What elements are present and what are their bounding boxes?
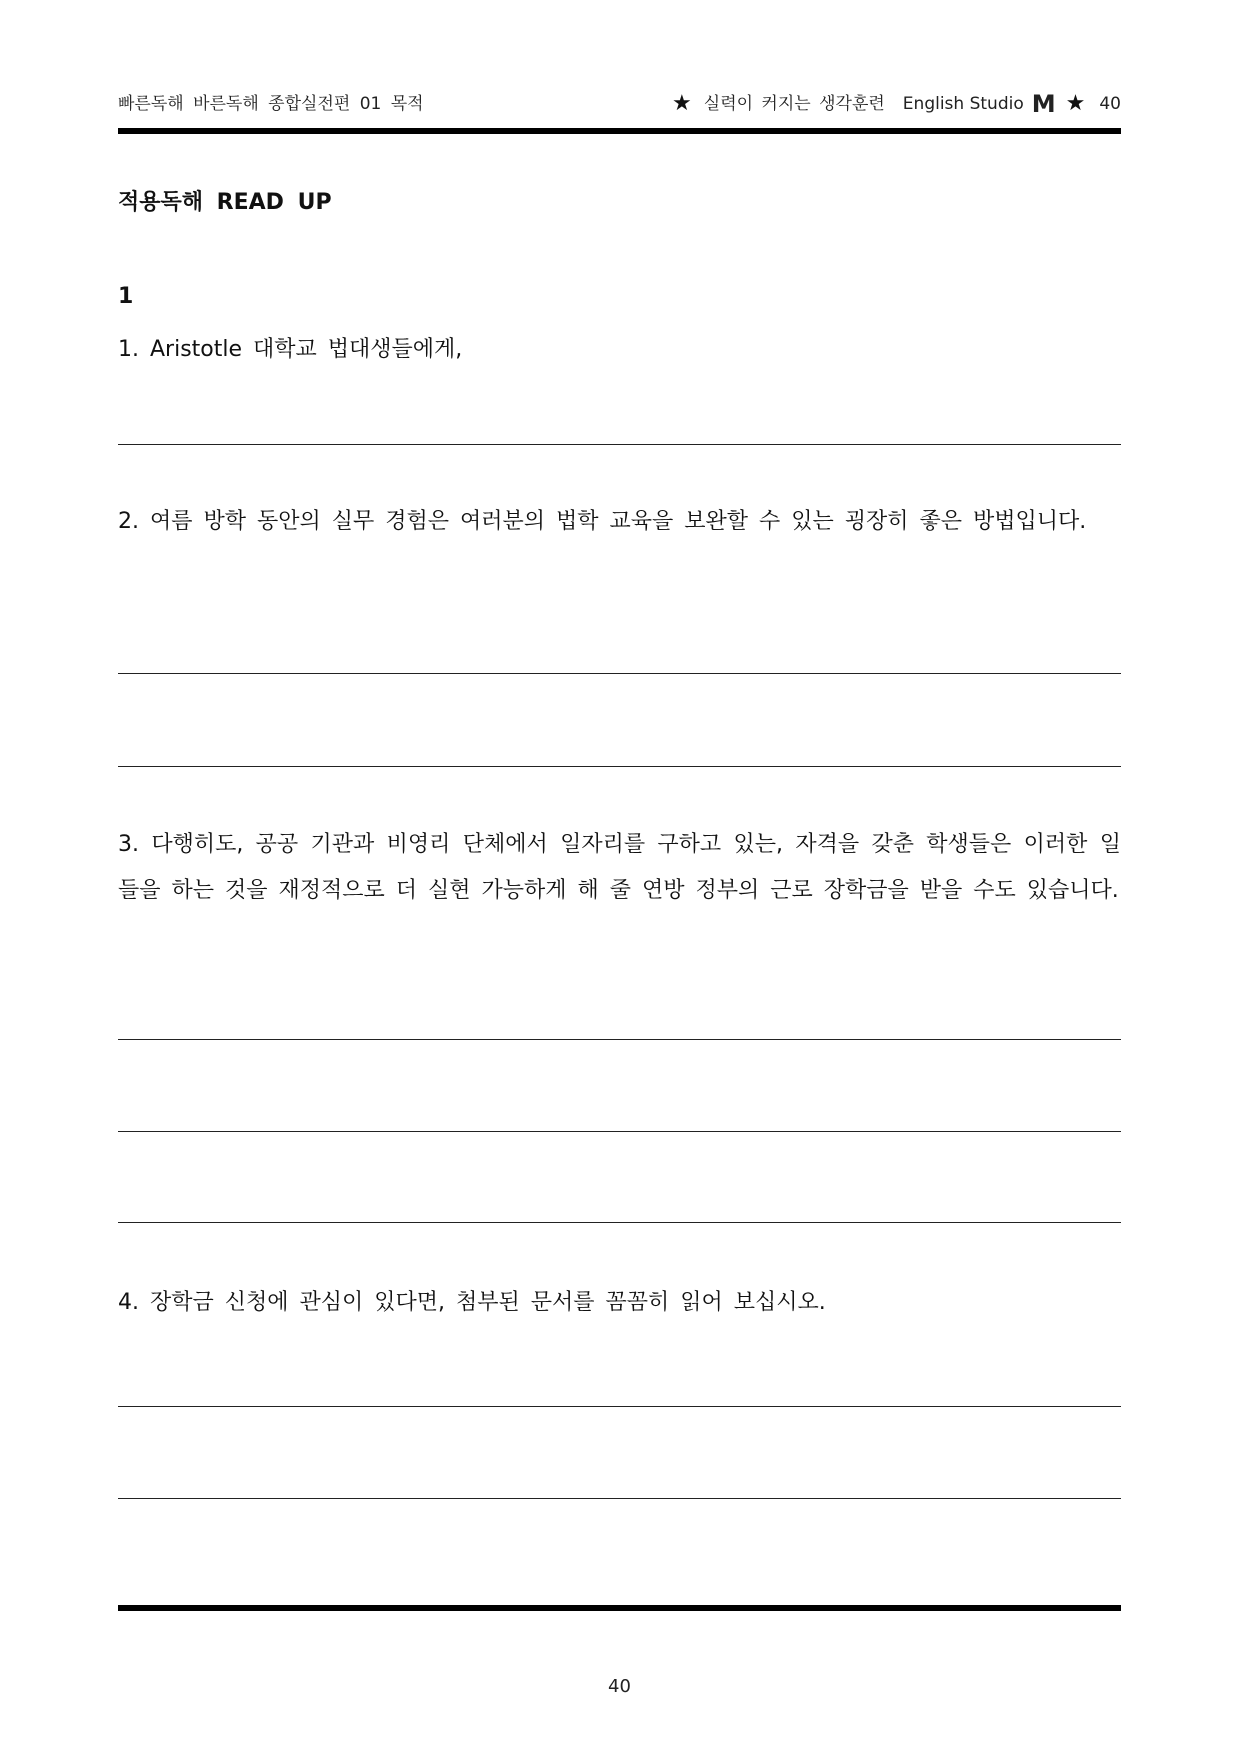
answer-line[interactable] [118, 444, 1121, 445]
answer-line[interactable] [118, 1039, 1121, 1040]
header-page-number: 40 [1099, 94, 1121, 114]
header-slogan: 실력이 커지는 생각훈련 [703, 94, 885, 114]
answer-line[interactable] [118, 1222, 1121, 1223]
sentence-item-1: 1. Aristotle 대학교 법대생들에게, [118, 337, 463, 362]
answer-line[interactable] [118, 673, 1121, 674]
answer-line[interactable] [118, 1406, 1121, 1407]
sentence-item-3: 3. 다행히도, 공공 기관과 비영리 단체에서 일자리를 구하고 있는, 자격을 갖춘 학생들은 이러한 일들을 하는 것을 재정적으로 더 실현 가능하게 해 줄 연방 정부의 근로 장학금을 받을 수도 있습니다. [118, 832, 1121, 903]
header-brand [666, 92, 1121, 116]
sentence-item-2: 2. 여름 방학 동안의 실무 경험은 여러분의 법학 교육을 보완할 수 있는 굉장히 좋은 방법입니다. [118, 509, 1087, 534]
star-icon: ★ [1065, 91, 1086, 116]
star-icon: ★ [672, 91, 692, 116]
answer-line[interactable] [118, 1498, 1121, 1499]
sentence-item-4: 4. 장학금 신청에 관심이 있다면, 첨부된 문서를 꼼꼼히 읽어 보십시오. [118, 1290, 826, 1315]
brand-name: English Studio [902, 94, 1024, 114]
header-divider [118, 128, 1121, 134]
section-title: 적용독해 READ UP [118, 190, 332, 215]
book-title: 빠른독해 바른독해 종합실전편 01 목적 [118, 94, 424, 114]
brand-letter: M [1031, 90, 1056, 118]
worksheet-page [118, 0, 1121, 1752]
footer-divider [118, 1605, 1121, 1611]
page-header [118, 92, 1121, 116]
question-group-number: 1 [118, 284, 134, 309]
footer-page-number: 40 [608, 1676, 631, 1697]
answer-line[interactable] [118, 766, 1121, 767]
answer-line[interactable] [118, 1131, 1121, 1132]
